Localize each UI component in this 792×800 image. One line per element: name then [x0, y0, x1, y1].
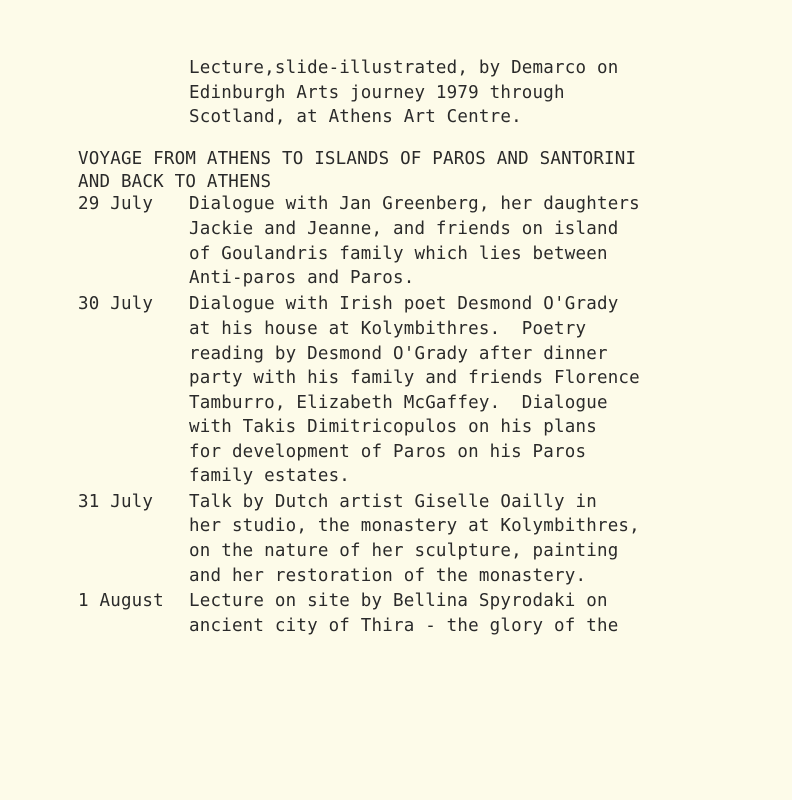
entry-text-line: on the nature of her sculpture, painting [189, 541, 619, 561]
entry-text-line: Tamburro, Elizabeth McGaffey. Dialogue [189, 393, 608, 413]
entry-text-line: of Goulandris family which lies between [189, 244, 608, 264]
entry-text-line: reading by Desmond O'Grady after dinner [189, 344, 608, 364]
intro-line: Lecture,slide-illustrated, by Demarco on [189, 58, 619, 78]
entry-date: 31 July [78, 492, 154, 512]
entry-text-line: Dialogue with Jan Greenberg, her daughters [189, 194, 640, 214]
entry-text-line: ancient city of Thira - the glory of the [189, 616, 619, 636]
entry-text-line: with Takis Dimitricopulos on his plans [189, 417, 597, 437]
entry-date: 30 July [78, 294, 154, 314]
section-heading: VOYAGE FROM ATHENS TO ISLANDS OF PAROS AND SANTORINI [78, 149, 637, 169]
entry-date: 1 August [78, 591, 164, 611]
entry-text-line: Talk by Dutch artist Giselle Oailly in [189, 492, 597, 512]
entry-text-line: Anti-paros and Paros. [189, 268, 415, 288]
entry-text-line: party with his family and friends Florence [189, 368, 640, 388]
section-heading: AND BACK TO ATHENS [78, 172, 272, 192]
intro-line: Scotland, at Athens Art Centre. [189, 107, 522, 127]
intro-line: Edinburgh Arts journey 1979 through [189, 83, 565, 103]
entry-text-line: for development of Paros on his Paros [189, 442, 587, 462]
entry-text-line: her studio, the monastery at Kolymbithres, [189, 516, 640, 536]
entry-text-line: family estates. [189, 466, 351, 486]
entry-text-line: and her restoration of the monastery. [189, 566, 587, 586]
entry-text-line: Jackie and Jeanne, and friends on island [189, 219, 619, 239]
entry-text-line: at his house at Kolymbithres. Poetry [189, 319, 587, 339]
entry-text-line: Dialogue with Irish poet Desmond O'Grady [189, 294, 619, 314]
entry-date: 29 July [78, 194, 154, 214]
entry-text-line: Lecture on site by Bellina Spyrodaki on [189, 591, 608, 611]
